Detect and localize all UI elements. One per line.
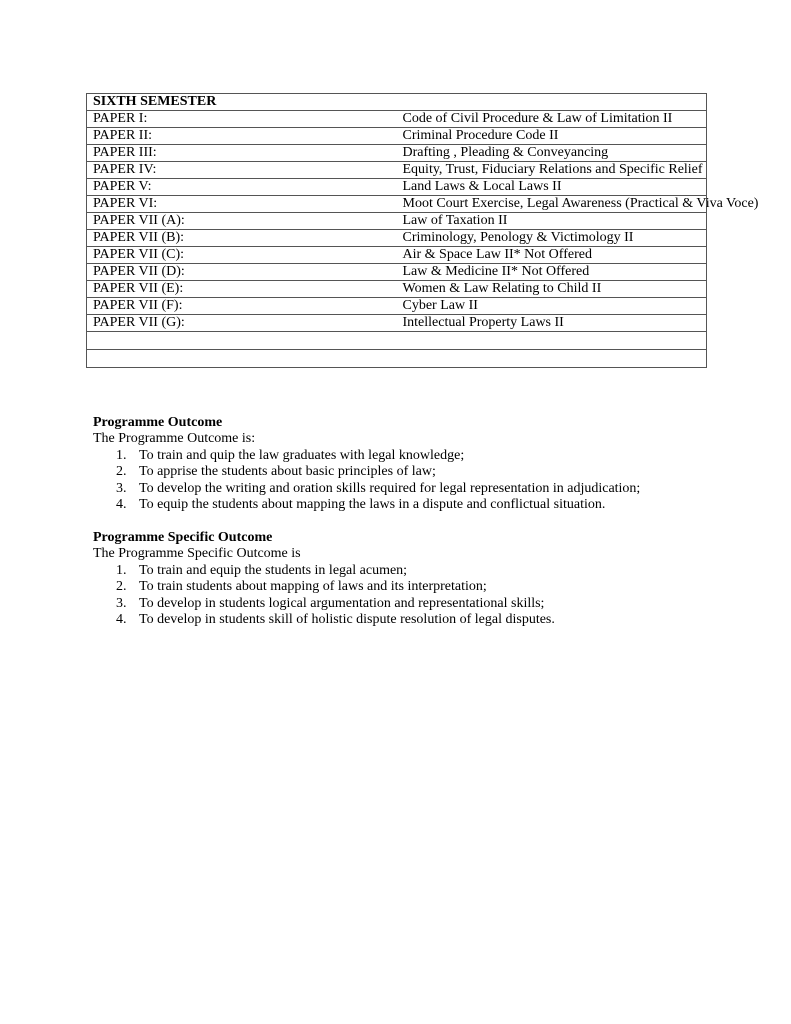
list-item-text: To train and quip the law graduates with legal knowledge; (139, 447, 465, 463)
programme-outcome-list (93, 448, 693, 514)
table-row (87, 162, 707, 179)
table-row (87, 281, 707, 298)
list-item (93, 497, 693, 513)
programme-specific-outcome-section (93, 530, 693, 628)
paper-number-cell: PAPER IV: (87, 162, 397, 179)
paper-subject-cell: Law & Medicine II* Not Offered (397, 264, 707, 281)
programme-specific-outcome-list (93, 563, 693, 629)
table-row (87, 230, 707, 247)
paper-subject-cell: Air & Space Law II* Not Offered (397, 247, 707, 264)
table-row (87, 315, 707, 332)
list-item (93, 448, 693, 464)
list-item-number: 2. (116, 464, 127, 480)
table-row (87, 247, 707, 264)
paper-subject-cell: Criminology, Penology & Victimology II (397, 230, 707, 247)
paper-subject-cell: Cyber Law II (397, 298, 707, 315)
paper-number-cell: PAPER VII (F): (87, 298, 397, 315)
list-item-number: 3. (116, 480, 127, 496)
paper-number-cell: PAPER V: (87, 179, 397, 196)
table-row (87, 128, 707, 145)
list-item (93, 563, 693, 579)
paper-number-cell: PAPER VII (B): (87, 230, 397, 247)
paper-subject-cell: Women & Law Relating to Child II (397, 281, 707, 298)
paper-number-cell: PAPER VII (A): (87, 213, 397, 230)
paper-subject-cell: Law of Taxation II (397, 213, 707, 230)
blank-cell (87, 332, 707, 350)
table-row (87, 145, 707, 162)
list-item-number: 3. (116, 595, 127, 611)
list-item-text: To apprise the students about basic principles of law; (139, 464, 436, 480)
semester-header: SIXTH SEMESTER (87, 94, 707, 111)
table-row (87, 111, 707, 128)
list-item (93, 612, 693, 628)
paper-subject-cell: Moot Court Exercise, Legal Awareness (Practical & Viva Voce) (397, 196, 707, 213)
paper-number-cell: PAPER VII (C): (87, 247, 397, 264)
table-row (87, 264, 707, 281)
table-row (87, 179, 707, 196)
paper-number-cell: PAPER III: (87, 145, 397, 162)
list-item-text: To develop in students skill of holistic dispute resolution of legal disputes. (139, 612, 555, 628)
blank-table-row (87, 350, 707, 368)
list-item-text: To develop in students logical argumentation and representational skills; (139, 595, 545, 611)
paper-number-cell: PAPER VII (E): (87, 281, 397, 298)
table-row (87, 298, 707, 315)
list-item (93, 579, 693, 595)
list-item-text: To equip the students about mapping the laws in a dispute and conflictual situation. (139, 497, 606, 513)
list-item-number: 4. (116, 497, 127, 513)
programme-specific-outcome-intro: The Programme Specific Outcome is (93, 546, 301, 562)
paper-subject-cell: Drafting , Pleading & Conveyancing (397, 145, 707, 162)
list-item-text: To develop the writing and oration skills required for legal representation in adjudication; (139, 480, 641, 496)
blank-table-row (87, 332, 707, 350)
paper-number-cell: PAPER II: (87, 128, 397, 145)
blank-cell (87, 350, 707, 368)
list-item-text: To train students about mapping of laws and its interpretation; (139, 579, 487, 595)
paper-number-cell: PAPER VII (D): (87, 264, 397, 281)
semester-header-row (87, 94, 707, 111)
paper-number-cell: PAPER VI: (87, 196, 397, 213)
programme-specific-outcome-title: Programme Specific Outcome (93, 530, 273, 545)
list-item-number: 4. (116, 612, 127, 628)
list-item (93, 464, 693, 480)
paper-subject-cell: Equity, Trust, Fiduciary Relations and Specific Relief (397, 162, 707, 179)
programme-outcome-title: Programme Outcome (93, 415, 223, 430)
list-item-number: 1. (116, 562, 127, 578)
table-row (87, 213, 707, 230)
paper-subject-cell: Code of Civil Procedure & Law of Limitation II (397, 111, 707, 128)
list-item (93, 481, 693, 497)
list-item-number: 1. (116, 447, 127, 463)
paper-subject-cell: Land Laws & Local Laws II (397, 179, 707, 196)
paper-subject-cell: Criminal Procedure Code II (397, 128, 707, 145)
programme-outcome-section (93, 415, 693, 513)
programme-outcome-intro: The Programme Outcome is: (93, 431, 256, 447)
paper-subject-cell: Intellectual Property Laws II (397, 315, 707, 332)
list-item-number: 2. (116, 579, 127, 595)
paper-number-cell: PAPER VII (G): (87, 315, 397, 332)
list-item-text: To train and equip the students in legal acumen; (139, 562, 408, 578)
list-item (93, 596, 693, 612)
paper-number-cell: PAPER I: (87, 111, 397, 128)
semester-table (86, 93, 759, 368)
table-row (87, 196, 707, 213)
